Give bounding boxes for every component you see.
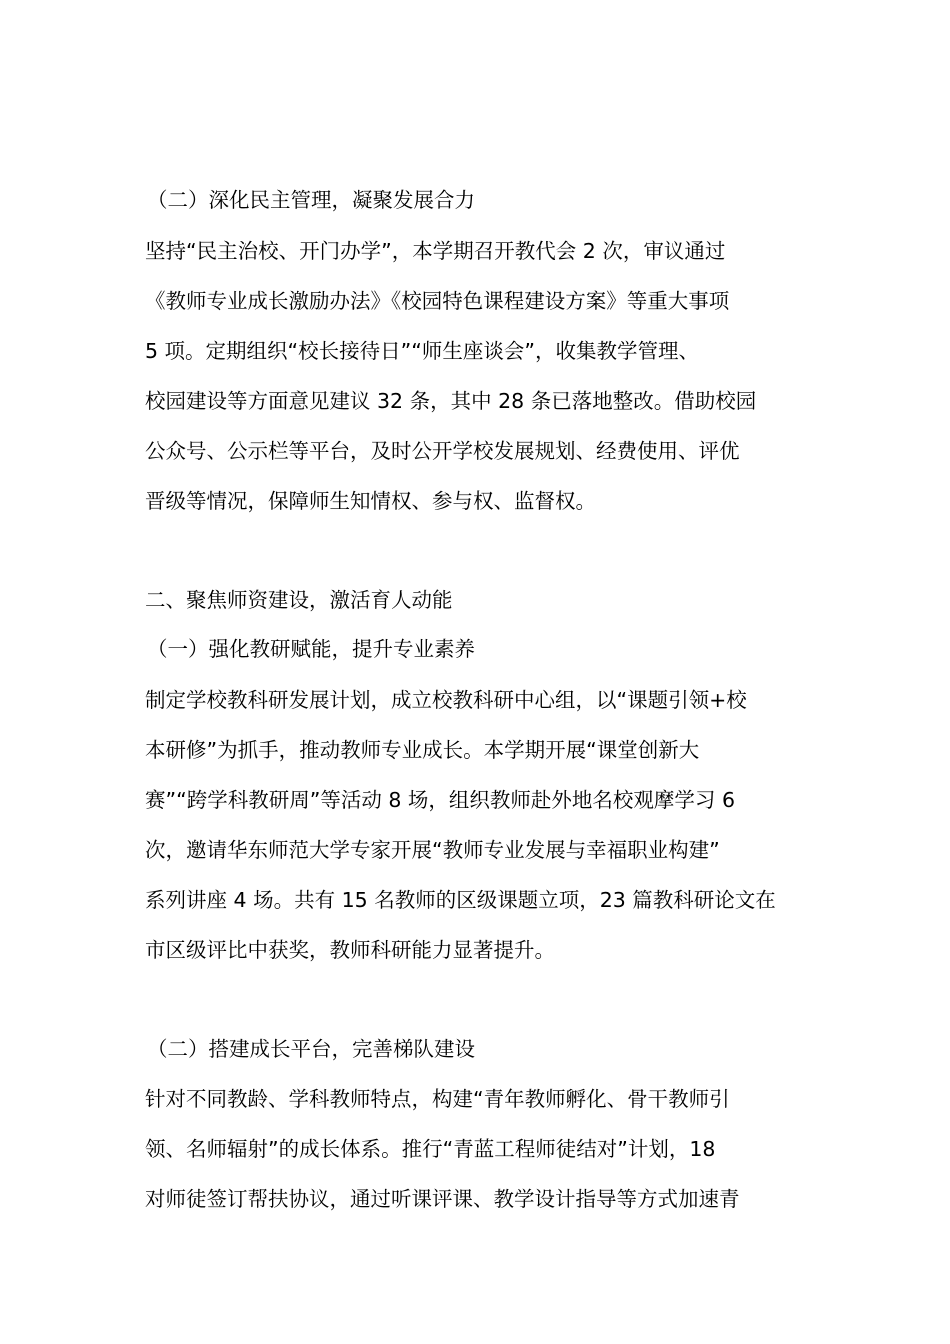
paragraph-line: 针对不同教龄、学科教师特点，构建“青年教师孵化、骨干教师引	[145, 1087, 730, 1111]
section-heading-strengthen-research: （一）强化教研赋能，提升专业素养	[147, 637, 475, 661]
paragraph-line: 公众号、公示栏等平台，及时公开学校发展规划、经费使用、评优	[145, 439, 740, 463]
section-heading-deepen-democratic-management: （二）深化民主管理，凝聚发展合力	[147, 188, 475, 212]
paragraph-line: 校园建设等方面意见建议 32 条，其中 28 条已落地整改。借助校园	[145, 389, 757, 413]
paragraph-line: 次，邀请华东师范大学专家开展“教师专业发展与幸福职业构建”	[145, 838, 720, 862]
part-heading-teacher-development: 二、聚焦师资建设，激活育人动能	[145, 588, 453, 612]
section-heading-growth-platform: （二）搭建成长平台，完善梯队建设	[147, 1037, 475, 1061]
paragraph-line: 5 项。定期组织“校长接待日”“师生座谈会”，收集教学管理、	[145, 339, 700, 363]
paragraph-line: 市区级评比中获奖，教师科研能力显著提升。	[145, 938, 555, 962]
paragraph-line: 晋级等情况，保障师生知情权、参与权、监督权。	[145, 489, 596, 513]
paragraph-line: 对师徒签订帮扶协议，通过听课评课、教学设计指导等方式加速青	[145, 1187, 740, 1211]
paragraph-line: 坚持“民主治校、开门办学”，本学期召开教代会 2 次，审议通过	[145, 239, 726, 263]
paragraph-line: 本研修”为抓手，推动教师专业成长。本学期开展“课堂创新大	[145, 738, 700, 762]
paragraph-line: 制定学校教科研发展计划，成立校教科研中心组，以“课题引领+校	[145, 688, 747, 712]
paragraph-line: 系列讲座 4 场。共有 15 名教师的区级课题立项，23 篇教科研论文在	[145, 888, 776, 912]
paragraph-line: 赛”“跨学科教研周”等活动 8 场，组织教师赴外地名校观摩学习 6	[145, 788, 735, 812]
paragraph-line: 《教师专业成长激励办法》《校园特色课程建设方案》等重大事项	[145, 289, 730, 313]
paragraph-line: 领、名师辐射”的成长体系。推行“青蓝工程师徒结对”计划，18	[145, 1137, 716, 1161]
